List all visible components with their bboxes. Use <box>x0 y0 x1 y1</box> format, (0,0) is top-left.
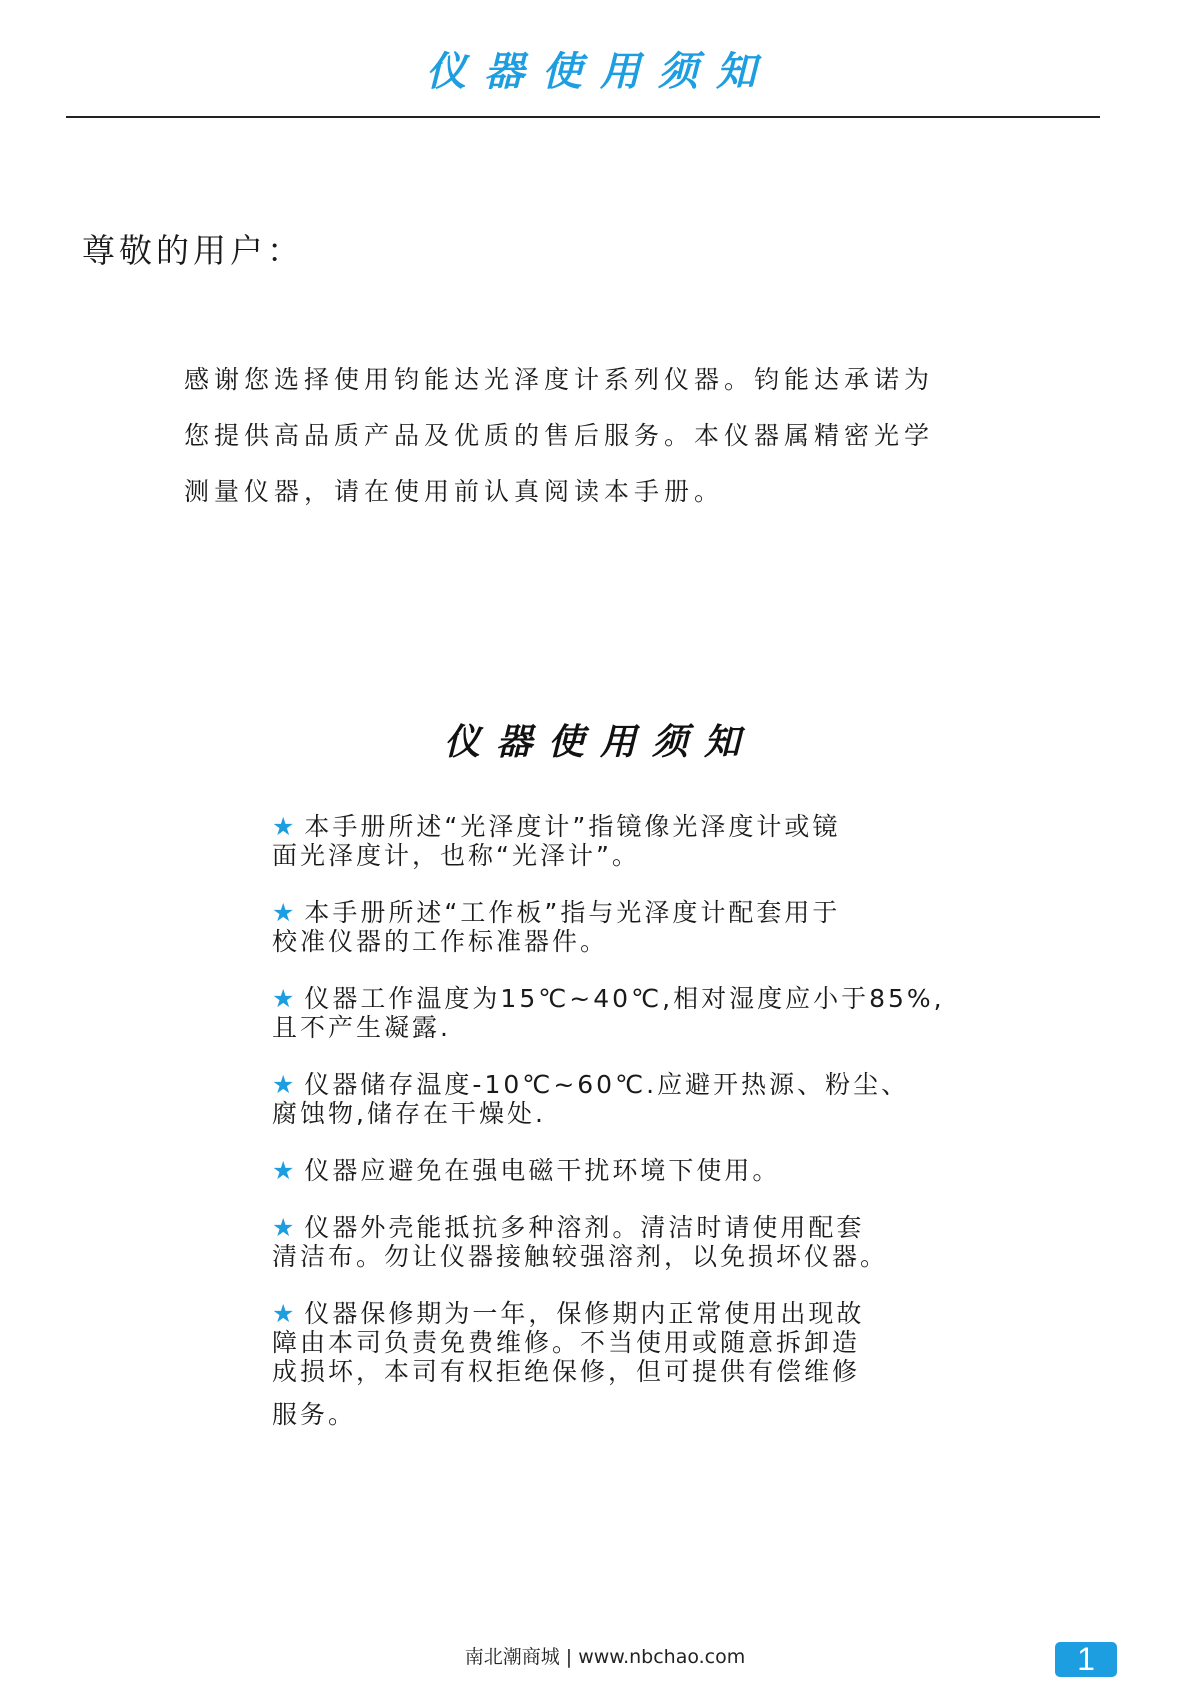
star-bullet-icon: ★ <box>272 812 295 841</box>
note-item <box>272 812 992 870</box>
intro-paragraph <box>184 352 984 520</box>
note-text: 校准仪器的工作标准器件。 <box>272 927 609 956</box>
section-title: 仪器使用须知 <box>443 721 756 763</box>
star-bullet-icon: ★ <box>272 984 295 1013</box>
star-bullet-icon: ★ <box>272 1070 295 1099</box>
footer-website-link[interactable]: 南北潮商城 | www.nbchao.com <box>464 1646 746 1668</box>
page-number-badge: 1 <box>1055 1642 1117 1677</box>
star-bullet-icon: ★ <box>272 1156 295 1185</box>
note-item <box>272 1070 992 1128</box>
intro-line: 感谢您选择使用钧能达光泽度计系列仪器。钧能达承诺为 <box>184 365 935 394</box>
note-text: 腐蚀物,储存在干燥处. <box>272 1099 546 1128</box>
greeting-heading: 尊敬的用户： <box>82 231 304 270</box>
note-text: 清洁布。勿让仪器接触较强溶剂，以免损坏仪器。 <box>272 1242 889 1271</box>
note-item <box>272 1299 992 1429</box>
note-text: 面光泽度计，也称“光泽计”。 <box>272 841 640 870</box>
note-text: 仪器工作温度为15℃~40℃,相对湿度应小于85%, <box>304 984 945 1013</box>
note-text: 本手册所述“工作板”指与光泽度计配套用于 <box>304 898 841 927</box>
note-text: 成损坏，本司有权拒绝保修，但可提供有偿维修 <box>272 1357 861 1386</box>
note-text: 障由本司负责免费维修。不当使用或随意拆卸造 <box>272 1328 861 1357</box>
note-item <box>272 898 992 956</box>
note-text: 仪器应避免在强电磁干扰环境下使用。 <box>304 1156 781 1185</box>
note-text: 仪器储存温度-10℃~60℃.应避开热源、粉尘、 <box>304 1070 910 1099</box>
star-bullet-icon: ★ <box>272 898 295 927</box>
intro-line: 您提供高品质产品及优质的售后服务。本仪器属精密光学 <box>184 421 935 450</box>
intro-line: 测量仪器，请在使用前认真阅读本手册。 <box>184 477 725 506</box>
note-text: 本手册所述“光泽度计”指镜像光泽度计或镜 <box>304 812 841 841</box>
note-text: 仪器外壳能抵抗多种溶剂。清洁时请使用配套 <box>304 1213 865 1242</box>
header-divider <box>66 116 1100 118</box>
star-bullet-icon: ★ <box>272 1213 295 1242</box>
note-item <box>272 984 992 1042</box>
note-item <box>272 1213 992 1271</box>
note-text: 且不产生凝露. <box>272 1013 451 1042</box>
note-text: 仪器保修期为一年，保修期内正常使用出现故 <box>304 1299 865 1328</box>
usage-notes-list <box>272 812 992 1457</box>
star-bullet-icon: ★ <box>272 1299 295 1328</box>
note-item <box>272 1156 992 1185</box>
note-text: 服务。 <box>272 1400 357 1429</box>
page-header-title: 仪器使用须知 <box>426 48 774 95</box>
